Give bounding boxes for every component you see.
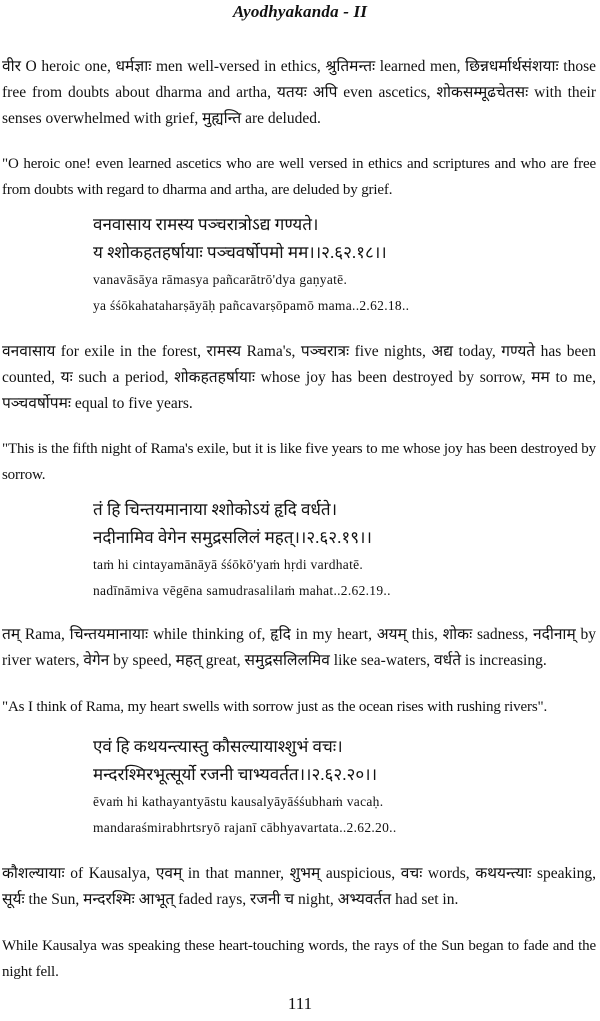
translation-paragraph: "As I think of Rama, my heart swells with sorrow just as the ocean rises with rushing rivers". bbox=[2, 699, 548, 715]
sanskrit-verse-2-62-19 bbox=[93, 496, 573, 604]
translation-paragraph: While Kausalya was speaking these heart-touching words, the rays of the Sun began to fade and the night fell. bbox=[2, 938, 596, 980]
verse-devanagari-line: तं हि चिन्तयमानाया श्शोकोऽयं हृदि वर्धते। bbox=[93, 500, 338, 519]
verse-devanagari-line: मन्दरश्मिरभूत्सूर्यो रजनी चाभ्यवर्तत।।२.६२.२०।। bbox=[93, 765, 378, 784]
sanskrit-verse-2-62-20 bbox=[93, 733, 573, 841]
verse-devanagari-line: य श्शोकहतहर्षायाः पञ्चवर्षोपमो मम।।२.६२.१८।। bbox=[93, 243, 387, 262]
verse-transliteration-line: ya śśōkahataharṣāyāḥ pañcavarṣōpamō mama..2.62.18.. bbox=[93, 298, 410, 313]
verse-transliteration-line: nadīnāmiva vēgēna samudrasalilaṁ mahat..2.62.19.. bbox=[93, 583, 391, 598]
translation-paragraph: "O heroic one! even learned ascetics who are well versed in ethics and scriptures and who are free from doubts with regard to dharma and artha, are deluded by grief. bbox=[2, 156, 596, 198]
page-number: 111 bbox=[287, 994, 313, 1013]
word-gloss-paragraph: वीर O heroic one, धर्मज्ञाः men well-versed in ethics, श्रुतिमन्तः learned men, छिन्नधर्मार्थसंशयाः those free from doubts about dharma and artha, यतयः अपि even ascetics, शोकसम्मूढचेतसः with their senses overwhelmed with grief, मुह्यन्ति are deluded. bbox=[2, 58, 596, 127]
verse-devanagari-line: नदीनामिव वेगेन समुद्रसलिलं महत्।।२.६२.१९।। bbox=[93, 528, 372, 547]
word-gloss-paragraph: वनवासाय for exile in the forest, रामस्य Rama's, पञ्चरात्रः five nights, अद्य today, गण्यते has been counted, यः such a period, शोकहतहर्षायाः whose joy has been destroyed by sorrow, मम to me, पञ्चवर्षोपमः equal to five years. bbox=[2, 343, 596, 412]
sanskrit-verse-2-62-18 bbox=[93, 211, 573, 319]
word-gloss-paragraph: तम् Rama, चिन्तयमानायाः while thinking of, हृदि in my heart, अयम् this, शोकः sadness, नदीनाम् by river waters, वेगेन by speed, महत् great, समुद्रसलिलमिव like sea-waters, वर्धते is increasing. bbox=[2, 626, 596, 669]
translation-paragraph: "This is the fifth night of Rama's exile, but it is like five years to me whose joy has been destroyed by sorrow. bbox=[2, 441, 596, 483]
verse-transliteration-line: ēvaṁ hi kathayantyāstu kausalyāyāśśubhaṁ vacaḥ. bbox=[93, 794, 384, 809]
verse-devanagari-line: वनवासाय रामस्य पञ्चरात्रोऽद्य गण्यते। bbox=[93, 215, 319, 234]
verse-transliteration-line: mandaraśmirabhrtsryō rajanī cābhyavartata..2.62.20.. bbox=[93, 820, 397, 835]
verse-transliteration-line: vanavāsāya rāmasya pañcarātrō'dya gaṇyatē. bbox=[93, 272, 348, 287]
running-head: Ayodhyakanda - II bbox=[232, 2, 368, 21]
word-gloss-paragraph: कौशल्यायाः of Kausalya, एवम् in that manner, शुभम् auspicious, वचः words, कथयन्त्याः speaking, सूर्यः the Sun, मन्दरश्मिः आभूत् faded rays, रजनी च night, अभ्यवर्तत had set in. bbox=[2, 865, 596, 908]
verse-transliteration-line: taṁ hi cintayamānāyā śśōkō'yaṁ hṛdi vardhatē. bbox=[93, 557, 364, 572]
verse-devanagari-line: एवं हि कथयन्त्यास्तु कौसल्यायाश्शुभं वचः। bbox=[93, 737, 343, 756]
